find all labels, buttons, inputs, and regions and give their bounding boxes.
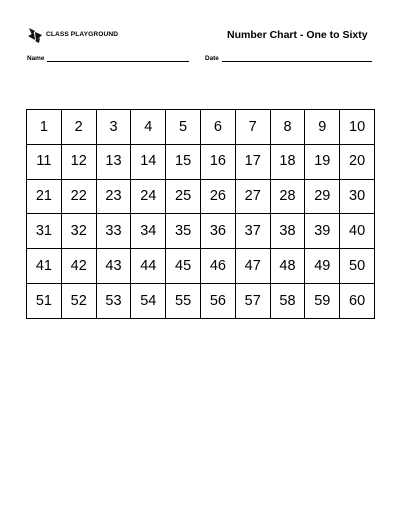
name-line (47, 54, 189, 62)
number-cell: 10 (340, 110, 375, 145)
number-cell: 2 (62, 110, 97, 145)
number-cell: 9 (305, 110, 340, 145)
number-cell: 1 (27, 110, 62, 145)
number-cell: 26 (201, 180, 236, 215)
number-cell: 11 (27, 145, 62, 180)
number-cell: 56 (201, 284, 236, 319)
number-cell: 41 (27, 249, 62, 284)
number-cell: 15 (166, 145, 201, 180)
number-cell: 48 (271, 249, 306, 284)
number-cell: 49 (305, 249, 340, 284)
number-cell: 13 (97, 145, 132, 180)
number-cell: 7 (236, 110, 271, 145)
number-cell: 42 (62, 249, 97, 284)
number-cell: 60 (340, 284, 375, 319)
brand-name: CLASS PLAYGROUND (46, 31, 119, 39)
number-cell: 21 (27, 180, 62, 215)
number-cell: 31 (27, 214, 62, 249)
number-cell: 57 (236, 284, 271, 319)
number-cell: 16 (201, 145, 236, 180)
name-field (27, 54, 189, 62)
name-label: Name (27, 54, 45, 62)
number-cell: 36 (201, 214, 236, 249)
number-cell: 45 (166, 249, 201, 284)
number-cell: 47 (236, 249, 271, 284)
number-chart-grid (26, 109, 375, 319)
number-cell: 28 (271, 180, 306, 215)
number-cell: 44 (131, 249, 166, 284)
number-cell: 37 (236, 214, 271, 249)
number-cell: 39 (305, 214, 340, 249)
number-cell: 4 (131, 110, 166, 145)
number-cell: 53 (97, 284, 132, 319)
number-cell: 59 (305, 284, 340, 319)
number-cell: 43 (97, 249, 132, 284)
number-cell: 25 (166, 180, 201, 215)
number-cell: 58 (271, 284, 306, 319)
number-cell: 38 (271, 214, 306, 249)
number-cell: 30 (340, 180, 375, 215)
number-cell: 46 (201, 249, 236, 284)
number-cell: 20 (340, 145, 375, 180)
number-cell: 18 (271, 145, 306, 180)
number-cell: 40 (340, 214, 375, 249)
number-cell: 54 (131, 284, 166, 319)
page-title: Number Chart - One to Sixty (227, 29, 368, 41)
number-cell: 51 (27, 284, 62, 319)
number-cell: 23 (97, 180, 132, 215)
number-cell: 50 (340, 249, 375, 284)
number-cell: 52 (62, 284, 97, 319)
number-cell: 19 (305, 145, 340, 180)
number-cell: 32 (62, 214, 97, 249)
number-cell: 27 (236, 180, 271, 215)
number-cell: 33 (97, 214, 132, 249)
number-cell: 3 (97, 110, 132, 145)
number-cell: 22 (62, 180, 97, 215)
number-cell: 34 (131, 214, 166, 249)
date-field (205, 54, 372, 62)
class-playground-logo-icon (28, 27, 43, 44)
number-cell: 12 (62, 145, 97, 180)
number-cell: 29 (305, 180, 340, 215)
number-cell: 24 (131, 180, 166, 215)
date-line (222, 54, 372, 62)
number-cell: 55 (166, 284, 201, 319)
number-cell: 5 (166, 110, 201, 145)
number-cell: 6 (201, 110, 236, 145)
number-cell: 35 (166, 214, 201, 249)
number-cell: 8 (271, 110, 306, 145)
number-cell: 17 (236, 145, 271, 180)
number-cell: 14 (131, 145, 166, 180)
date-label: Date (205, 54, 219, 62)
brand-logo (28, 27, 118, 44)
